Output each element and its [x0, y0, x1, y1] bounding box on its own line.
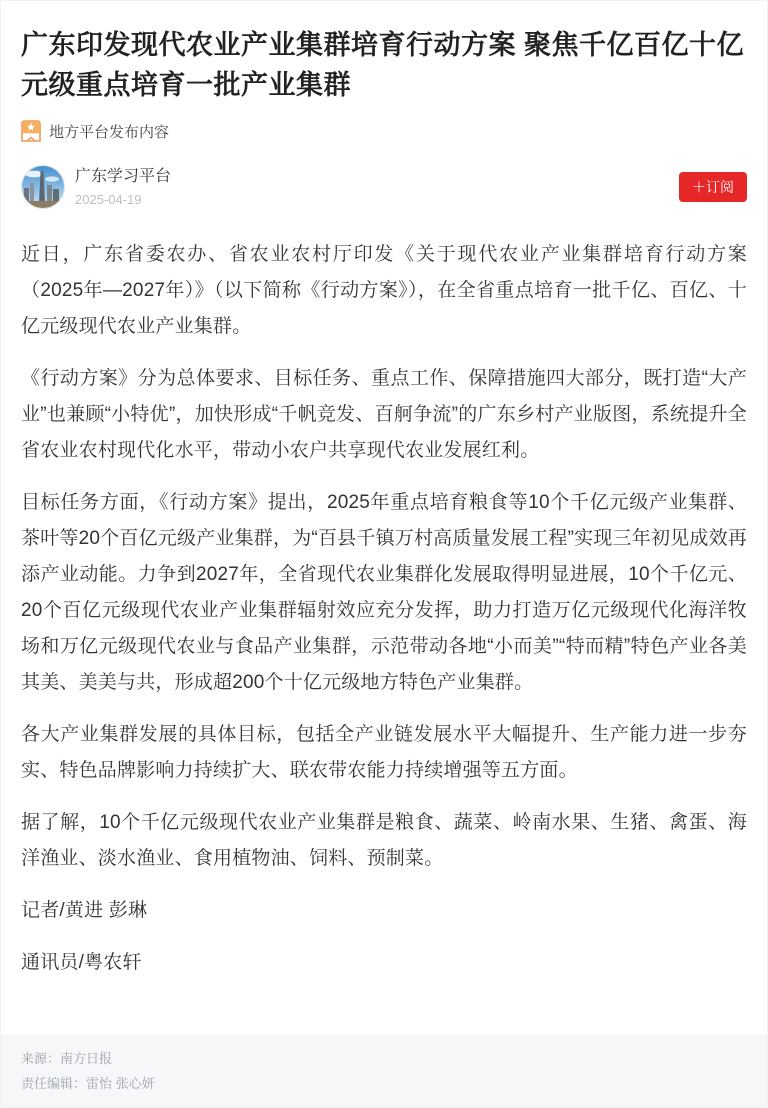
- article-paragraph: 据了解，10个千亿元级现代农业产业集群是粮食、蔬菜、岭南水果、生猪、禽蛋、海洋渔业、淡水渔业、食用植物油、饲料、预制菜。: [21, 812, 747, 869]
- publisher-avatar[interactable]: [21, 165, 65, 209]
- byline-reporter: 记者/黄进 彭琳: [21, 900, 148, 921]
- article-content: [1, 1, 767, 1035]
- article-paragraph: 近日，广东省委农办、省农业农村厅印发《关于现代农业产业集群培育行动方案（2025年—2027年）》（以下简称《行动方案》），在全省重点培育一批千亿、百亿、十亿元级现代农业产业集群。: [21, 244, 747, 337]
- article-paragraph: 目标任务方面，《行动方案》提出，2025年重点培育粮食等10个千亿元级产业集群、茶叶等20个百亿元级产业集群，为“百县千镇万村高质量发展工程”实现三年初见成效再添产业动能。力争到2027年，全省现代农业集群化发展取得明显进展，10个千亿元、20个百亿元级现代农业产业集群辐射效应充分发挥，助力打造万亿元级现代化海洋牧场和万亿元级现代农业与食品产业集群，示范带动各地“小而美”“特而精”特色产业各美其美、美美与共，形成超200个十亿元级地方特色产业集群。: [21, 492, 747, 693]
- badge-local-platform: [21, 119, 747, 143]
- article-body: [21, 237, 747, 981]
- editor-line: 责任编辑：雷怡 张心妍: [21, 1076, 155, 1091]
- badge-label: 地方平台发布内容: [49, 123, 170, 141]
- article-paragraph: 《行动方案》分为总体要求、目标任务、重点工作、保障措施四大部分，既打造“大产业”也兼顾“小特优”，加快形成“千帆竞发、百舸争流”的广东乡村产业版图，系统提升全省农业农村现代化水平，带动小农户共享现代农业发展红利。: [21, 368, 747, 461]
- publisher-meta: [75, 166, 171, 209]
- article-footer: [1, 1035, 767, 1107]
- source-line: 来源：南方日报: [21, 1051, 113, 1066]
- byline-correspondent: 通讯员/粤农轩: [21, 952, 142, 973]
- publisher-row: [21, 165, 747, 209]
- article-paragraph: 各大产业集群发展的具体目标，包括全产业链发展水平大幅提升、生产能力进一步夯实、特色品牌影响力持续扩大、联农带农能力持续增强等五方面。: [21, 724, 747, 781]
- article-title: 广东印发现代农业产业集群培育行动方案 聚焦千亿百亿十亿元级重点培育一批产业集群: [21, 30, 745, 100]
- publish-date: 2025-04-19: [75, 191, 142, 207]
- publisher-name[interactable]: 广东学习平台: [75, 167, 172, 185]
- award-bookmark-icon: [21, 120, 41, 142]
- subscribe-button[interactable]: ＋订阅: [679, 172, 747, 202]
